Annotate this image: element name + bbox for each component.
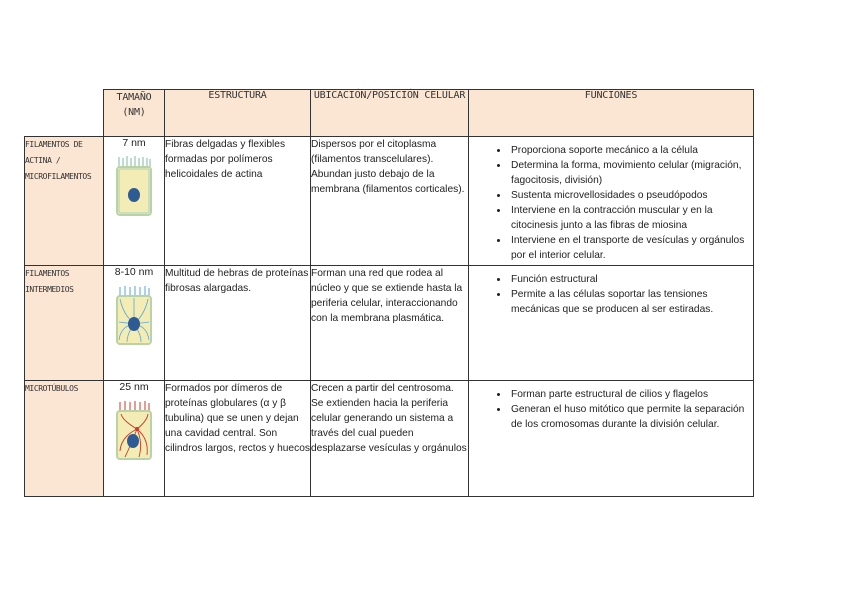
size-value: 7 nm xyxy=(122,137,146,149)
table-row-actin xyxy=(25,137,754,266)
nucleus-icon xyxy=(127,434,139,448)
list-item: • Determina la forma, movimiento celular (migración, fagocitosis, división) xyxy=(509,158,749,188)
list-item: • Función estructural xyxy=(509,272,749,287)
header-row xyxy=(25,90,754,137)
structure-actin: Fibras delgadas y flexibles formadas por polímeros helicoidales de actina xyxy=(165,137,311,266)
functions-list-actin xyxy=(469,137,753,263)
header-size: TAMAÑO (NM) xyxy=(104,90,165,137)
functions-list-intermediate xyxy=(469,266,753,317)
table-row-intermediate xyxy=(25,266,754,381)
intermediate-filament-cell-illustration xyxy=(115,284,153,346)
header-functions: FUNCIONES xyxy=(469,90,754,137)
size-cell-microtubules xyxy=(104,381,165,497)
list-item: • Interviene en la contracción muscular y en la citocinesis junto a las fibras de miosina xyxy=(509,203,749,233)
cytoskeleton-table xyxy=(24,89,754,497)
nucleus-icon xyxy=(128,317,140,331)
structure-intermediate: Multitud de hebras de proteínas fibrosas alargadas. xyxy=(165,266,311,381)
size-value: 8-10 nm xyxy=(114,266,154,278)
row-label-intermediate: FILAMENTOS INTERMEDIOS xyxy=(25,266,104,381)
functions-intermediate xyxy=(469,266,754,381)
list-item: • Interviene en el transporte de vesículas y orgánulos por el interior celular. xyxy=(509,233,749,263)
list-item: • Forman parte estructural de cilios y flagelos xyxy=(509,387,749,402)
list-item: • Permite a las células soportar las tensiones mecánicas que se producen al ser estiradas. xyxy=(509,287,749,317)
corner-cell xyxy=(25,90,104,137)
microtubule-cell-illustration xyxy=(115,399,153,461)
size-cell-intermediate xyxy=(104,266,165,381)
list-item: • Sustenta microvellosidades o pseudópodos xyxy=(509,188,749,203)
structure-microtubules: Formados por dímeros de proteínas globulares (α y β tubulina) que se unen y dejan una cavidad central. Son cilindros largos, rectos y huecos xyxy=(165,381,311,497)
table-row-microtubules xyxy=(25,381,754,497)
nucleus-icon xyxy=(128,188,140,202)
actin-cell-illustration xyxy=(115,155,153,217)
location-intermediate: Forman una red que rodea al núcleo y que se extiende hasta la periferia celular, interaccionando con la membrana plasmática. xyxy=(311,266,469,381)
functions-actin xyxy=(469,137,754,266)
row-label-actin: FILAMENTOS DE ACTINA / MICROFILAMENTOS xyxy=(25,137,104,266)
functions-microtubules xyxy=(469,381,754,497)
location-microtubules: Crecen a partir del centrosoma. Se extienden hacia la periferia celular generando un sistema a través del cual pueden desplazarse vesículas y orgánulos xyxy=(311,381,469,497)
size-cell-actin xyxy=(104,137,165,266)
list-item: • Proporciona soporte mecánico a la célula xyxy=(509,143,749,158)
row-label-microtubules: MICROTÚBULOS xyxy=(25,381,104,497)
list-item: • Generan el huso mitótico que permite la separación de los cromosomas durante la división celular. xyxy=(509,402,749,432)
functions-list-microtubules xyxy=(469,381,753,432)
location-actin: Dispersos por el citoplasma (filamentos transcelulares). Abundan justo debajo de la membrana (filamentos corticales). xyxy=(311,137,469,266)
header-location: UBICACIÓN/POSICIÓN CELULAR xyxy=(311,90,469,137)
header-structure: ESTRUCTURA xyxy=(165,90,311,137)
size-value: 25 nm xyxy=(119,381,149,393)
